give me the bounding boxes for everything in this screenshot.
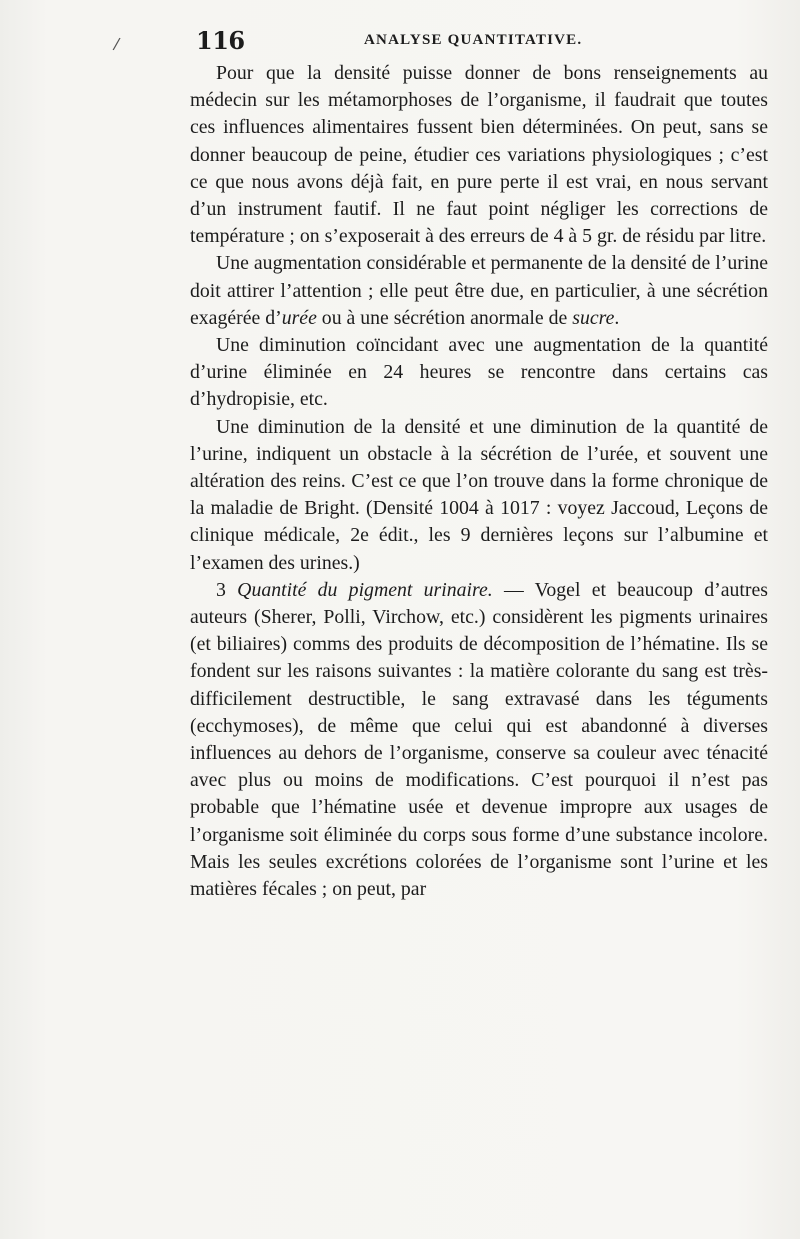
paragraph	[190, 60, 768, 250]
paragraph	[190, 332, 768, 414]
text-segment: Une augmentation considérable et permanente de la densité de l’urine doit attirer l’attention ; elle peut être due, en particulier, à une sécrétion exagérée d’	[190, 252, 769, 329]
text-segment: Une diminution de la densité et une diminution de la quantité de l’urine, indiquent un obstacle à la sécrétion de l’urée, et souvent une altération des reins. C’est ce que l’on trouve dans la forme chronique de la maladie de Bright. (Densité 1004 à 1017 : voyez Jaccoud, Leçons de clinique médicale, 2e édit., les 9 dernières leçons sur l’albumine et l’examen des urines.)	[190, 415, 768, 574]
running-title: ANALYSE QUANTITATIVE.	[364, 32, 583, 48]
text-segment: — Vogel et beaucoup d’autres auteurs (Sherer, Polli, Virchow, etc.) considèrent les pigments urinaires (et biliaires) comms des produits de décomposition de l’hématine. Ils se fondent sur les raisons suivantes : la matière colorante du sang est très-difficilement destructible, le sang extravasé dans les téguments (ecchymoses), de même que celui qui est abandonné à diverses influences au dehors de l’organisme, conserve sa couleur avec ténacité avec plus ou moins de modifications. C’est pourquoi il n’est pas probable que l’hématine usée et devenue impropre aux usages de l’organisme soit éliminée du corps sous forme d’une substance incolore. Mais les seules excrétions colorées de l’organisme sont l’urine et les matières fécales ; on peut, par	[190, 578, 768, 901]
text-segment: ou à une sécrétion anormale de	[316, 306, 573, 329]
text-segment: .	[614, 306, 620, 329]
paragraph	[190, 414, 768, 577]
page-number: 116	[196, 26, 245, 55]
text-segment: Pour que la densité puisse donner de bons renseignements au médecin sur les métamorphoses de l’organisme, il faudrait que toutes ces influences alimentaires fussent bien déterminées. On peut, sans se donner beaucoup de peine, étudier ces variations physiologiques ; c’est ce que nous avons déjà fait, en pure perte il est vrai, en nous servant d’un instrument fautif. Il ne faut point négliger les corrections de température ; on s’exposerait à des erreurs de 4 à 5 gr. de résidu par litre.	[190, 62, 768, 248]
italic-text: sucre	[572, 306, 615, 329]
paragraph	[190, 250, 768, 332]
running-head	[196, 26, 766, 58]
italic-text: Quantité du pigment urinaire.	[237, 578, 493, 601]
margin-mark: /	[112, 33, 122, 54]
italic-text: urée	[281, 306, 317, 329]
body-text	[190, 60, 768, 903]
paragraph	[190, 577, 768, 903]
text-segment: 3	[216, 578, 238, 601]
text-segment: Une diminution coïncidant avec une augmentation de la quantité d’urine éliminée en 24 heures se rencontre dans certains cas d’hydropisie, etc.	[190, 334, 768, 411]
